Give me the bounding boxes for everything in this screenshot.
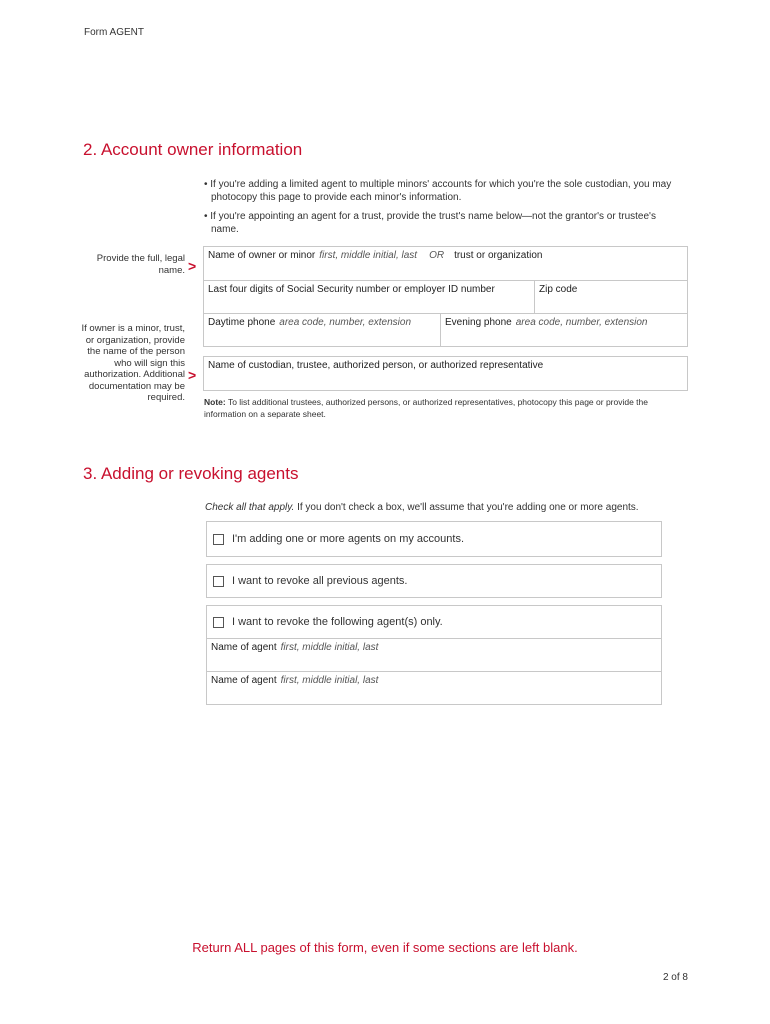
side-note-signer: If owner is a minor, trust, or organization, provide the name of the person who will sign this authorization. Additional documentation may be required. [81, 323, 185, 403]
page-number: 2 of 8 [662, 972, 688, 983]
form-label: Form AGENT [84, 27, 145, 38]
section-3-title: 3. Adding or revoking agents [83, 464, 299, 483]
option-revoke-all[interactable]: I want to revoke all previous agents. [206, 564, 662, 598]
evening-phone-label: Evening phone area code, number, extension [445, 317, 648, 328]
custodian-name-field[interactable] [203, 356, 688, 391]
zip-code-field[interactable] [534, 280, 688, 314]
agent-name-field-1[interactable] [206, 638, 662, 672]
checkbox-adding-agents[interactable] [213, 534, 224, 545]
evening-phone-field[interactable] [440, 313, 688, 347]
checkbox-revoke-all[interactable] [213, 576, 224, 587]
custodian-name-label: Name of custodian, trustee, authorized person, or authorized representative [208, 360, 544, 371]
agent-name-field-2[interactable] [206, 671, 662, 705]
agent-name-label: Name of agent first, middle initial, last [211, 642, 379, 653]
zip-code-label: Zip code [539, 284, 578, 295]
arrow-icon: > [188, 258, 197, 274]
option-adding-agents[interactable]: I'm adding one or more agents on my accounts. [206, 521, 662, 557]
section-2-note: Note: To list additional trustees, authorized persons, or authorized representatives, photocopy this page or provide the information on a separate sheet. [204, 397, 648, 419]
section-2-title: 2. Account owner information [83, 140, 303, 159]
daytime-phone-label: Daytime phone area code, number, extension [208, 317, 412, 328]
side-note-legal-name: Provide the full, legal name. [96, 253, 185, 276]
checkbox-revoke-specific[interactable] [213, 617, 224, 628]
agent-name-label: Name of agent first, middle initial, last [211, 675, 379, 686]
return-pages-message: Return ALL pages of this form, even if some sections are left blank. [192, 940, 578, 955]
bullet-trust: • If you're appointing an agent for a trust, provide the trust's name below—not the grantor's or trustee's name. [204, 211, 656, 235]
arrow-icon: > [188, 367, 197, 383]
ssn-label: Last four digits of Social Security number or employer ID number [208, 284, 495, 295]
ssn-field[interactable] [203, 280, 535, 314]
option-revoke-specific[interactable]: I want to revoke the following agent(s) only. [206, 605, 662, 639]
bullet-minors: • If you're adding a limited agent to multiple minors' accounts for which you're the sole custodian, you may photocopy this page to provide each minor's information. [204, 179, 672, 203]
section-2-instructions [204, 178, 674, 242]
section-3-instructions: Check all that apply. If you don't check a box, we'll assume that you're adding one or more agents. [205, 502, 639, 513]
daytime-phone-field[interactable] [203, 313, 441, 347]
owner-name-field[interactable] [203, 246, 688, 281]
owner-name-label: Name of owner or minor first, middle initial, last OR trust or organization [208, 250, 543, 261]
